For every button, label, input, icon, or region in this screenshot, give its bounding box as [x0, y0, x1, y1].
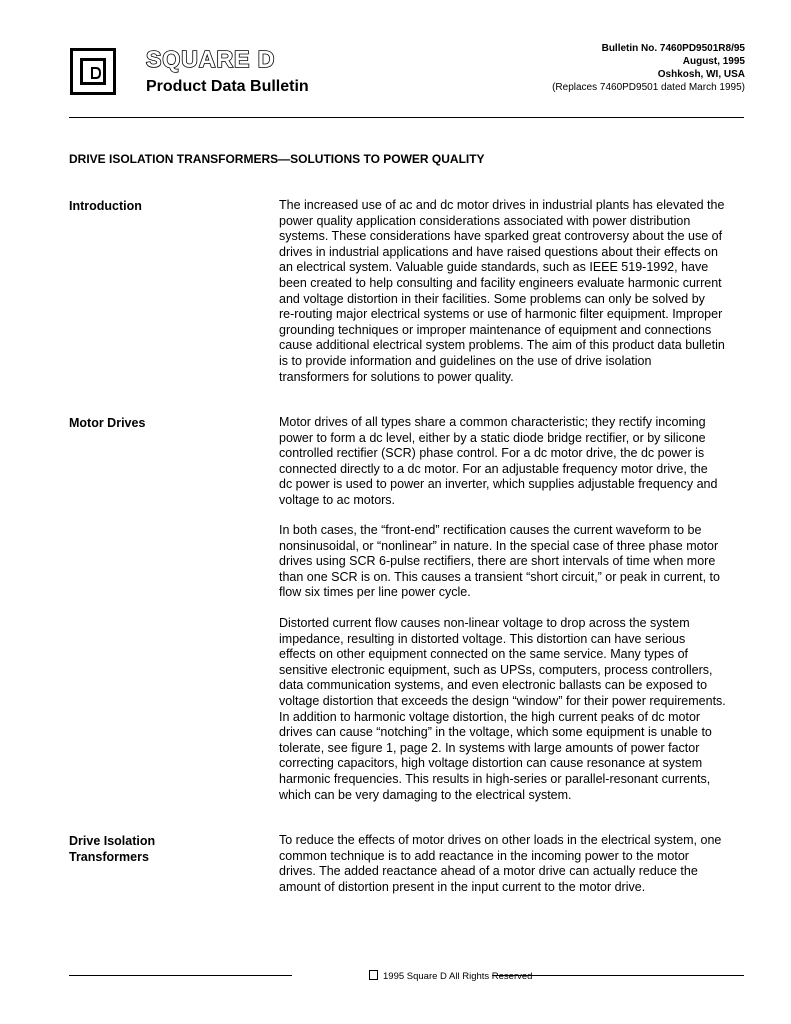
text-line: data communication systems, and even electronic ballasts can be exposed to [279, 678, 708, 693]
text-line: harmonic frequencies. This results in high-series or parallel-resonant currents, [279, 771, 711, 786]
text-line: and voltage distortion in their facilities. Some problems can only be solved by [279, 291, 705, 306]
brand-wordmark [146, 48, 321, 73]
text-line: drives in industrial applications and have raised questions about their effects on [279, 244, 718, 259]
motor-drives-paragraph-1 [279, 415, 749, 509]
text-line: cause additional electrical system problems. The aim of this product data bulletin [279, 338, 725, 353]
copyright-text: 1995 Square D All Rights Reserved [383, 971, 533, 982]
text-line: transformers for solutions to power quality. [279, 369, 514, 384]
text-line: flow six times per line power cycle. [279, 585, 471, 600]
text-line: power to form a dc level, either by a static diode bridge rectifier, or by silicone [279, 430, 706, 445]
text-line: dc power is used to power an inverter, which supplies adjustable frequency and [279, 477, 718, 492]
text-line: systems. These considerations have sparked great controversy about the use of [279, 229, 723, 244]
d-letter-icon [91, 67, 101, 79]
text-line: drives using SCR 6-pulse rectifiers, there are short intervals of time when more [279, 554, 716, 569]
text-line: power quality application considerations associated with power distribution [279, 213, 691, 228]
motor-drives-paragraph-2 [279, 523, 749, 601]
header-divider [69, 117, 744, 118]
text-line: re-routing major electrical systems or use of harmonic filter equipment. Improper [279, 307, 723, 322]
text-line: The increased use of ac and dc motor drives in industrial plants has elevated the [279, 198, 725, 212]
text-line: than one SCR is on. This causes a transient “short circuit,” or peak in current, to [279, 569, 720, 584]
text-line: drives can cause “notching” in the voltage, which some equipment is unable to [279, 725, 712, 740]
motor-drives-paragraph-3 [279, 616, 749, 803]
copyright-symbol-icon [369, 970, 378, 980]
text-line: is to provide information and guidelines on the use of drive isolation [279, 353, 652, 368]
text-line: correcting capacitors, high voltage distortion can cause resonance at system [279, 756, 703, 771]
text-line: In addition to harmonic voltage distortion, the high current peaks of dc motor [279, 709, 701, 724]
text-line: nonsinusoidal, or “nonlinear” in nature. In the special case of three phase motor [279, 538, 719, 553]
text-line: Motor drives of all types share a common characteristic; they rectify incoming [279, 415, 706, 429]
bulletin-location: Oshkosh, WI, USA [657, 69, 745, 80]
square-d-logo [70, 48, 116, 95]
logo-inner-frame [80, 58, 106, 85]
product-line: Product Data Bulletin [146, 78, 309, 95]
text-line: Distorted current flow causes non-linear voltage to drop across the system [279, 616, 690, 630]
bulletin-date: August, 1995 [682, 56, 745, 67]
text-line: To reduce the effects of motor drives on other loads in the electrical system, one [279, 833, 722, 847]
page-footer [69, 966, 744, 986]
text-line: common technique is to add reactance in the incoming power to the motor [279, 848, 689, 863]
heading-line: Drive Isolation [69, 834, 156, 848]
text-line: connected directly to a dc motor. For an adjustable frequency motor drive, the [279, 461, 708, 476]
brand-name: SQUARE D [146, 46, 276, 72]
heading-line: Transformers [69, 850, 149, 864]
bulletin-number: Bulletin No. 7460PD9501R8/95 [601, 43, 745, 54]
text-line: which can be very damaging to the electrical system. [279, 787, 572, 802]
bulletin-info [552, 42, 745, 94]
section-heading-introduction: Introduction [69, 199, 142, 213]
section-heading-motor-drives: Motor Drives [69, 416, 146, 430]
text-line: amount of distortion present in the input current to the motor drive. [279, 879, 646, 894]
text-line: voltage distortion that exceeds the design “window” for their power requirements. [279, 693, 726, 708]
text-line: an electrical system. Valuable guide standards, such as IEEE 519-1992, have [279, 260, 709, 275]
bulletin-replaces: (Replaces 7460PD9501 dated March 1995) [552, 82, 745, 93]
footer-rule-left [69, 975, 292, 976]
document-title: DRIVE ISOLATION TRANSFORMERS—SOLUTIONS TO POWER QUALITY [69, 152, 485, 166]
text-line: sensitive electronic equipment, such as UPSs, computers, process controllers, [279, 662, 713, 677]
text-line: drives. The added reactance ahead of a motor drive can actually reduce the [279, 864, 698, 879]
footer-rule-right [492, 975, 744, 976]
text-line: In both cases, the “front-end” rectification causes the current waveform to be [279, 523, 702, 537]
footer-copyright [369, 970, 532, 982]
text-line: controlled rectifier (SCR) phase control. For a dc motor drive, the dc power is [279, 446, 705, 461]
text-line: grounding techniques or improper maintenance of equipment and connections [279, 322, 712, 337]
text-line: effects on other equipment connected on the same service. Many types of [279, 647, 689, 662]
text-line: tolerate, see figure 1, page 2. In systems with large amounts of power factor [279, 740, 700, 755]
text-line: voltage to ac motors. [279, 492, 396, 507]
introduction-paragraph [279, 198, 749, 385]
drive-isolation-paragraph [279, 833, 749, 895]
section-heading-drive-isolation-transformers [69, 833, 155, 865]
text-line: impedance, resulting in distorted voltage. This distortion can have serious [279, 631, 686, 646]
text-line: been created to help consulting and facility engineers evaluate harmonic current [279, 275, 722, 290]
